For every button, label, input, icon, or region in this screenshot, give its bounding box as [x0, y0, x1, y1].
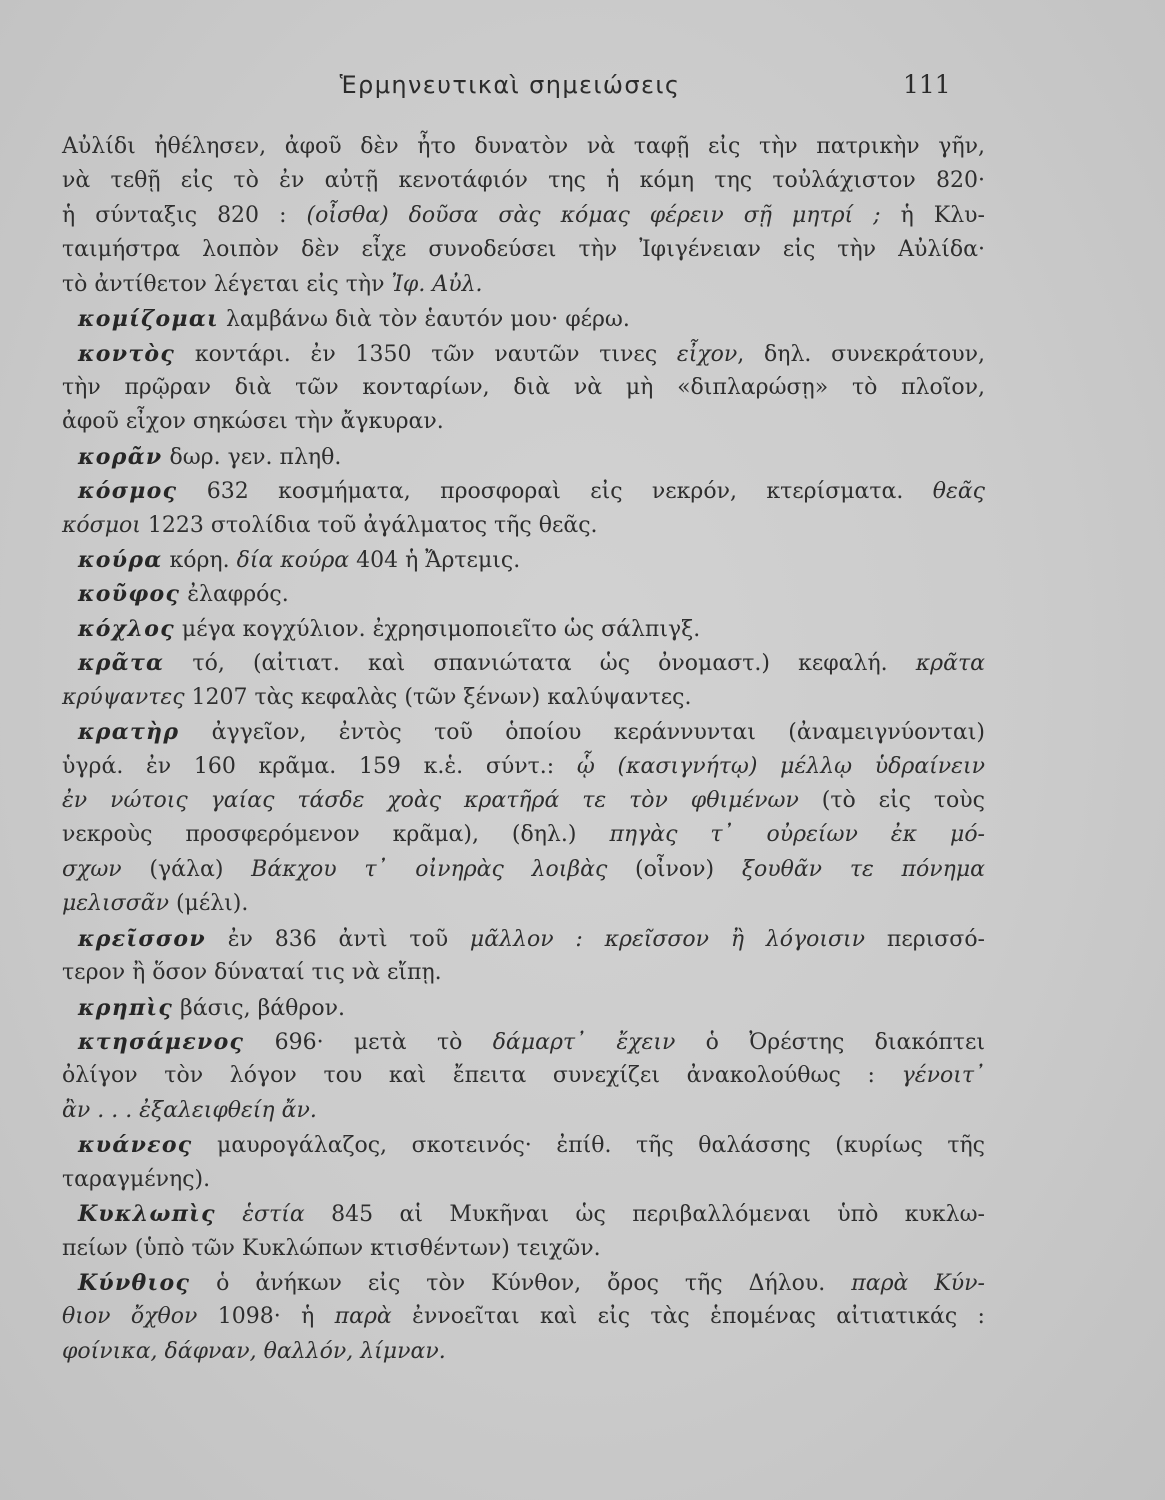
text-line — [62, 1094, 985, 1128]
italic-text: κρᾶτα — [915, 651, 985, 677]
text-span: ταιμήστρα λοιπὸν δὲν εἶχε συνοδεύσει τὴν Ἰφιγένειαν εἰς τὴν Αὐλίδα· — [62, 237, 985, 263]
italic-text: φοίνικα, δάφναν, θαλλόν, λίμναν. — [62, 1338, 446, 1364]
entry-headword: κόσμος — [78, 478, 178, 505]
italic-text: πηγὰς τ᾽ οὐρείων ἐκ μό- — [609, 822, 985, 848]
italic-text: Βάκχου τ᾽ οἰνηρὰς λοιβὰς — [251, 856, 608, 882]
entry-headword: κρεῖσσον — [78, 925, 206, 952]
text-line — [62, 371, 985, 405]
text-line — [62, 1059, 985, 1093]
italic-text: ἐν νώτοις γαίας τάσδε χοὰς κρατῆρά τε τὸν φθιμένων — [62, 788, 799, 814]
text-line — [62, 440, 985, 474]
text-line — [62, 302, 985, 336]
entry-headword: κρᾶτα — [78, 650, 165, 677]
dictionary-entry — [62, 715, 985, 922]
text-span: ταραγμένης). — [62, 1166, 211, 1192]
italic-text: μᾶλλον : κρεῖσσον ἢ λόγοισιν — [469, 926, 866, 952]
text-span: ἐν 836 ἀντὶ τοῦ — [205, 926, 470, 952]
text-span: (οἶνον) — [607, 856, 742, 882]
text-span: 1223 στολίδια τοῦ ἀγάλματος τῆς θεᾶς. — [140, 512, 598, 538]
text-span: 632 κοσμήματα, προσφοραὶ εἰς νεκρόν, κτερίσματα. — [177, 479, 933, 505]
italic-text: θιον ὄχθον — [62, 1304, 198, 1330]
dictionary-entry — [62, 1266, 985, 1369]
text-span: τὸ ἀντίθετον λέγεται εἰς τὴν — [62, 271, 392, 297]
text-line — [62, 577, 985, 611]
text-line — [62, 164, 985, 198]
dictionary-entry — [62, 1025, 985, 1128]
text-line — [62, 405, 985, 439]
text-span: 696· μετὰ τὸ — [244, 1029, 493, 1055]
text-line — [62, 1266, 985, 1300]
text-line — [62, 646, 985, 680]
text-line — [62, 818, 985, 852]
text-span: (γάλα) — [121, 856, 252, 882]
continued-paragraph — [62, 130, 985, 302]
italic-text: ἂν . . . ἐξαλειφθείη ἄν. — [62, 1097, 317, 1123]
dictionary-entry — [62, 991, 985, 1025]
entry-headword: κούρα — [78, 547, 163, 574]
text-line — [62, 1335, 985, 1369]
text-line — [62, 543, 985, 577]
dictionary-entry — [62, 543, 985, 577]
text-span: πείων (ὑπὸ τῶν Κυκλώπων κτισθέντων) τειχῶν. — [62, 1235, 601, 1261]
text-line — [62, 612, 985, 646]
text-span: Αὐλίδι ἠθέλησεν, ἀφοῦ δὲν ἦτο δυνατὸν νὰ ταφῇ εἰς τὴν πατρικὴν γῆν, — [62, 134, 985, 159]
text-line — [62, 474, 985, 508]
text-line — [62, 233, 985, 267]
text-line — [62, 956, 985, 990]
text-line — [62, 1163, 985, 1197]
text-span: κόρη. — [162, 548, 237, 574]
text-line — [62, 750, 985, 784]
text-span: (μέλι). — [168, 891, 249, 917]
entry-headword: κοντὸς — [78, 340, 176, 367]
text-span: ὀλίγον τὸν λόγον του καὶ ἔπειτα συνεχίζει ἀνακολούθως : — [62, 1063, 902, 1089]
text-span: βάσις, βάθρον. — [173, 995, 345, 1021]
entry-headword: κορᾶν — [78, 443, 163, 470]
text-line — [62, 337, 985, 371]
italic-text: θεᾶς — [932, 479, 985, 505]
text-line — [62, 1128, 985, 1162]
dictionary-entry — [62, 440, 985, 474]
entry-headword: Κύνθιος — [78, 1269, 191, 1296]
text-span: 1098· ἡ — [197, 1304, 335, 1330]
text-span: μαυρογάλαζος, σκοτεινός· ἐπίθ. τῆς θαλάσσης (κυρίως τῆς — [192, 1133, 985, 1159]
text-line — [62, 1197, 985, 1231]
italic-text: Ἰφ. Αὐλ. — [391, 271, 483, 297]
entry-headword: κρατὴρ — [78, 719, 180, 746]
italic-text: παρὰ — [334, 1304, 392, 1330]
text-body — [62, 130, 985, 1369]
text-span: 845 αἱ Μυκῆναι ὡς περιβαλλόμεναι ὑπὸ κυκλω- — [304, 1202, 985, 1228]
entry-headword: κοῦφος — [78, 581, 181, 608]
text-line — [62, 853, 985, 887]
text-line — [62, 268, 985, 302]
italic-text: δία κούρα — [236, 548, 350, 574]
italic-text: ἑστία — [215, 1202, 305, 1228]
text-line — [62, 681, 985, 715]
text-line — [62, 715, 985, 749]
text-span: ἀγγεῖον, ἐντὸς τοῦ ὁποίου κεράννυνται (ἀναμειγνύονται) — [179, 720, 985, 746]
text-line — [62, 130, 985, 164]
entry-headword: Κυκλωπὶς — [78, 1201, 216, 1228]
text-span: (τὸ εἰς τοὺς — [798, 788, 985, 814]
text-span: ὁ ἀνήκων εἰς τὸν Κύνθον, ὄρος τῆς Δήλου. — [190, 1270, 852, 1296]
text-span: μέγα κογχύλιον. ἐχρησιμοποιεῖτο ὡς σάλπιγξ. — [174, 616, 701, 642]
dictionary-entry — [62, 1197, 985, 1266]
text-span: τό, (αἰτιατ. καὶ σπανιώτατα ὡς ὀνομαστ.) κεφαλή. — [164, 651, 916, 677]
text-line — [62, 887, 985, 921]
text-line — [62, 1232, 985, 1266]
entry-headword: κτησάμενος — [78, 1028, 245, 1055]
text-line — [62, 784, 985, 818]
italic-text: μελισσᾶν — [62, 891, 169, 917]
text-span: νεκροὺς προσφερόμενον κρᾶμα), (δηλ.) — [62, 822, 610, 848]
entry-headword: κρηπὶς — [78, 994, 174, 1021]
text-line — [62, 922, 985, 956]
text-span: δωρ. γεν. πληθ. — [162, 444, 342, 470]
text-span: λαμβάνω διὰ τὸν ἑαυτόν μου· φέρω. — [219, 307, 630, 333]
text-line — [62, 1300, 985, 1334]
dictionary-entry — [62, 577, 985, 611]
text-line — [62, 199, 985, 233]
page-number: 111 — [903, 70, 951, 99]
dictionary-entry — [62, 1128, 985, 1197]
italic-text: δάμαρτ᾽ ἔχειν — [492, 1029, 676, 1055]
text-span: , δηλ. συνεκράτουν, — [737, 341, 985, 367]
text-span: ἡ σύνταξις 820 : — [62, 202, 307, 228]
text-line — [62, 991, 985, 1025]
text-span: 1207 τὰς κεφαλὰς (τῶν ξένων) καλύψαντες. — [184, 684, 692, 710]
dictionary-entry — [62, 302, 985, 336]
text-span: ἡ Κλυ- — [880, 202, 985, 228]
italic-text: ᾧ (κασιγνήτῳ) μέλλῳ ὑδραίνειν — [576, 753, 985, 779]
dictionary-entry — [62, 474, 985, 543]
text-span: περισσό- — [865, 926, 985, 952]
text-span: ὑγρά. ἐν 160 κρᾶμα. 159 κ.ἑ. σύντ.: — [62, 753, 577, 779]
italic-text: (οἶσθα) δοῦσα σὰς κόμας φέρειν σῇ μητρί ; — [306, 202, 881, 228]
dictionary-entry — [62, 337, 985, 440]
italic-text: γένοιτ᾽ — [901, 1063, 985, 1089]
text-span: ἀφοῦ εἶχον σηκώσει τὴν ἄγκυραν. — [62, 409, 444, 435]
entry-headword: κομίζομαι — [78, 306, 219, 333]
page-header — [0, 68, 1165, 102]
text-span: 404 ἡ Ἄρτεμις. — [349, 548, 521, 574]
italic-text: κόσμοι — [62, 512, 141, 538]
text-span: ἐλαφρός. — [180, 582, 289, 608]
running-title: Ἑρμηνευτικαὶ σημειώσεις — [339, 71, 681, 99]
text-span: κοντάρι. ἐν 1350 τῶν ναυτῶν τινες — [175, 341, 677, 367]
text-span: νὰ τεθῇ εἰς τὸ ἐν αὐτῇ κενοτάφιόν της ἡ κόμη της τοὐλάχιστον 820· — [62, 168, 985, 194]
italic-text: ξουθᾶν τε πόνημα — [741, 856, 985, 882]
dictionary-entry — [62, 922, 985, 991]
text-line — [62, 1025, 985, 1059]
italic-text: σχων — [62, 856, 122, 882]
text-span: ἐννοεῖται καὶ εἰς τὰς ἑπομένας αἰτιατικάς : — [391, 1304, 985, 1330]
entry-headword: κόχλος — [78, 615, 175, 642]
italic-text: κρύψαντες — [62, 684, 185, 710]
entry-headword: κυάνεος — [78, 1132, 193, 1159]
dictionary-entry — [62, 612, 985, 646]
text-span: τερον ἢ ὅσον δύναταί τις νὰ εἴπῃ. — [62, 960, 442, 986]
italic-text: παρὰ Κύν- — [851, 1270, 985, 1296]
text-span: ὁ Ὀρέστης διακόπτει — [675, 1029, 985, 1055]
text-span: τὴν πρῷραν διὰ τῶν κονταρίων, διὰ νὰ μὴ «διπλαρώσῃ» τὸ πλοῖον, — [62, 374, 985, 400]
dictionary-entry — [62, 646, 985, 715]
italic-text: εἶχον — [676, 341, 738, 367]
text-line — [62, 509, 985, 543]
